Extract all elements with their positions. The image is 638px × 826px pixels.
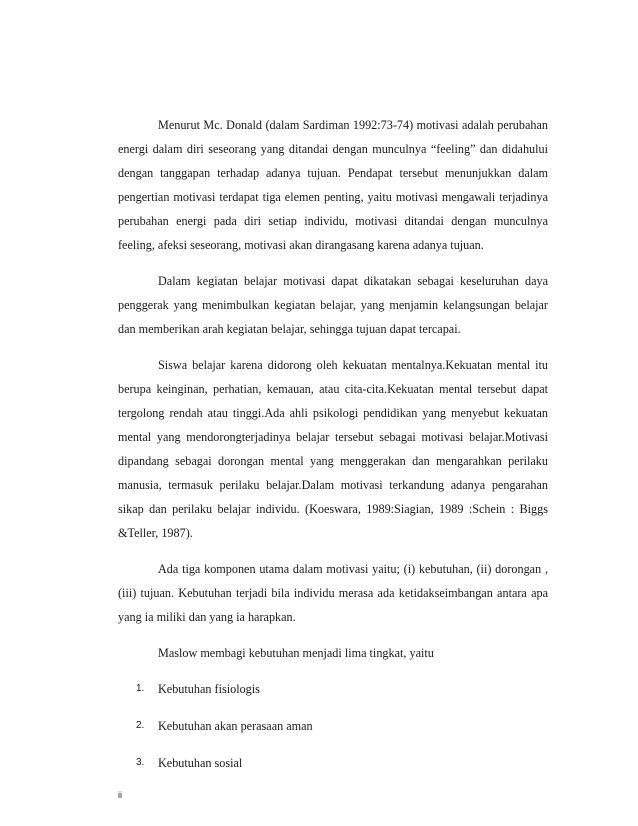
needs-list bbox=[118, 677, 548, 775]
page-body bbox=[118, 113, 548, 788]
paragraph-kekuatan-mental: Siswa belajar karena didorong oleh kekuatan mentalnya.Kekuatan mental itu berupa keinginan, perhatian, kemauan, atau cita-cita.Kekuatan mental tersebut dapat tergolong rendah atau tinggi.Ada ahli psikologi pendidikan yang menyebut kekuatan mental yang mendorongterjadinya belajar tersebut sebagai motivasi belajar.Motivasi dipandang sebagai dorongan mental yang menggerakan dan mengarahkan perilaku manusia, termasuk perilaku belajar.Dalam motivasi terkandung adanya pengarahan sikap dan perilaku belajar individu. (Koeswara, 1989:Siagian, 1989 :Schein : Biggs &Teller, 1987). bbox=[118, 358, 548, 540]
paragraph-maslow: Maslow membagi kebutuhan menjadi lima tingkat, yaitu bbox=[158, 646, 434, 660]
list-item bbox=[118, 677, 548, 701]
paragraph-kegiatan-belajar: Dalam kegiatan belajar motivasi dapat dikatakan sebagai keseluruhan daya penggerak yang menimbulkan kegiatan belajar, yang menjamin kelangsungan belajar dan memberikan arah kegiatan belajar, sehingga tujuan dapat tercapai. bbox=[118, 274, 548, 336]
list-item-number: 1. bbox=[136, 683, 145, 694]
list-item bbox=[118, 714, 548, 738]
page-number: ii bbox=[118, 790, 122, 800]
list-item-number: 2. bbox=[136, 720, 145, 731]
paragraph-mcdonald: Menurut Mc. Donald (dalam Sardiman 1992:73-74) motivasi adalah perubahan energi dalam diri seseorang yang ditandai dengan munculnya “feeling” dan didahului dengan tanggapan terhadap adanya tujuan. Pendapat tersebut menunjukkan dalam pengertian motivasi terdapat tiga elemen penting, yaitu motivasi mengawali terjadinya perubahan energi pada diri setiap individu, motivasi ditandai dengan munculnya feeling, afeksi seseorang, motivasi akan dirangasang karena adanya tujuan. bbox=[118, 118, 548, 252]
list-item-number: 3. bbox=[136, 757, 145, 768]
list-item-text: Kebutuhan akan perasaan aman bbox=[158, 719, 313, 733]
list-item-text: Kebutuhan sosial bbox=[158, 756, 243, 770]
paragraph-tiga-komponen: Ada tiga komponen utama dalam motivasi yaitu; (i) kebutuhan, (ii) dorongan , (iii) tujuan. Kebutuhan terjadi bila individu merasa ada ketidakseimbangan antara apa yang ia miliki dan yang ia harapkan. bbox=[118, 562, 548, 624]
list-item bbox=[118, 751, 548, 775]
list-item-text: Kebutuhan fisiologis bbox=[158, 682, 260, 696]
